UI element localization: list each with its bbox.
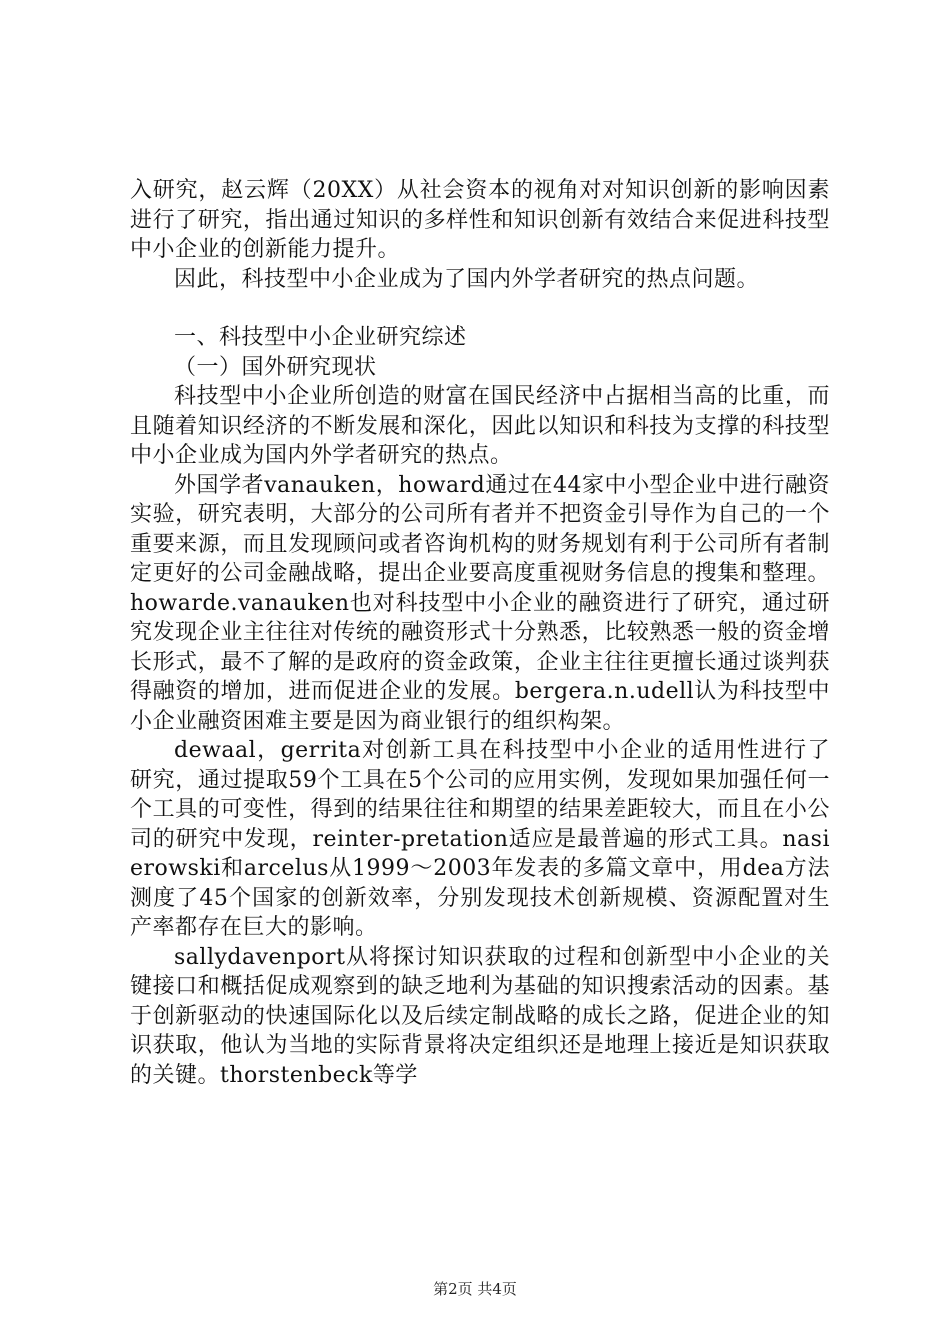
paragraph-davenport: sallydavenport从将探讨知识获取的过程和创新型中小企业的关键接口和概括促成观察到的缺乏地利为基础的知识搜索活动的因素。基于创新驱动的快速国际化以及后续定制战略的成长之路，促进企业的知识获取，他认为当地的实际背景将决定组织还是地理上接近是知识获取的关键。thorstenbeck等学 bbox=[130, 944, 830, 1088]
paragraph-intro: 科技型中小企业所创造的财富在国民经济中占据相当高的比重，而且随着知识经济的不断发展和深化，因此以知识和科技为支撑的科技型中小企业成为国内外学者研究的热点。 bbox=[130, 384, 830, 468]
subsection-heading: （一）国外研究现状 bbox=[174, 354, 377, 380]
document-body bbox=[130, 176, 830, 1090]
paragraph-vanauken: 外国学者vanauken，howard通过在44家中小型企业中进行融资实验，研究表明，大部分的公司所有者并不把资金引导作为自己的一个重要来源，而且发现顾问或者咨询机构的财务规划有利于公司所有者制定更好的公司金融战略，提出企业要高度重视财务信息的搜集和整理。howarde.vanauken也对科技型中小企业的融资进行了研究，通过研究发现企业主往往对传统的融资形式十分熟悉，比较熟悉一般的资金增长形式，最不了解的是政府的资金政策，企业主往往更擅长通过谈判获得融资的增加，进而促进企业的发展。bergera.n.udell认为科技型中小企业融资困难主要是因为商业银行的组织构架。 bbox=[130, 472, 830, 734]
paragraph-dewaal: dewaal，gerrita对创新工具在科技型中小企业的适用性进行了研究，通过提取59个工具在5个公司的应用实例，发现如果加强任何一个工具的可变性，得到的结果往往和期望的结果差距较大，而且在小公司的研究中发现，reinter-pretation适应是最普遍的形式工具。nasierowski和arcelus从1999～2003年发表的多篇文章中，用dea方法测度了45个国家的创新效率，分别发现技术创新规模、资源配置对生产率都存在巨大的影响。 bbox=[130, 738, 830, 940]
paragraph-summary: 因此，科技型中小企业成为了国内外学者研究的热点问题。 bbox=[174, 266, 760, 292]
section-heading: 一、科技型中小企业研究综述 bbox=[174, 325, 467, 350]
page-footer: 第2页 共4页 bbox=[433, 1280, 517, 1298]
paragraph-continued: 入研究，赵云辉（20XX）从社会资本的视角对对知识创新的影响因素进行了研究，指出通过知识的多样性和知识创新有效结合来促进科技型中小企业的创新能力提升。 bbox=[130, 178, 830, 262]
